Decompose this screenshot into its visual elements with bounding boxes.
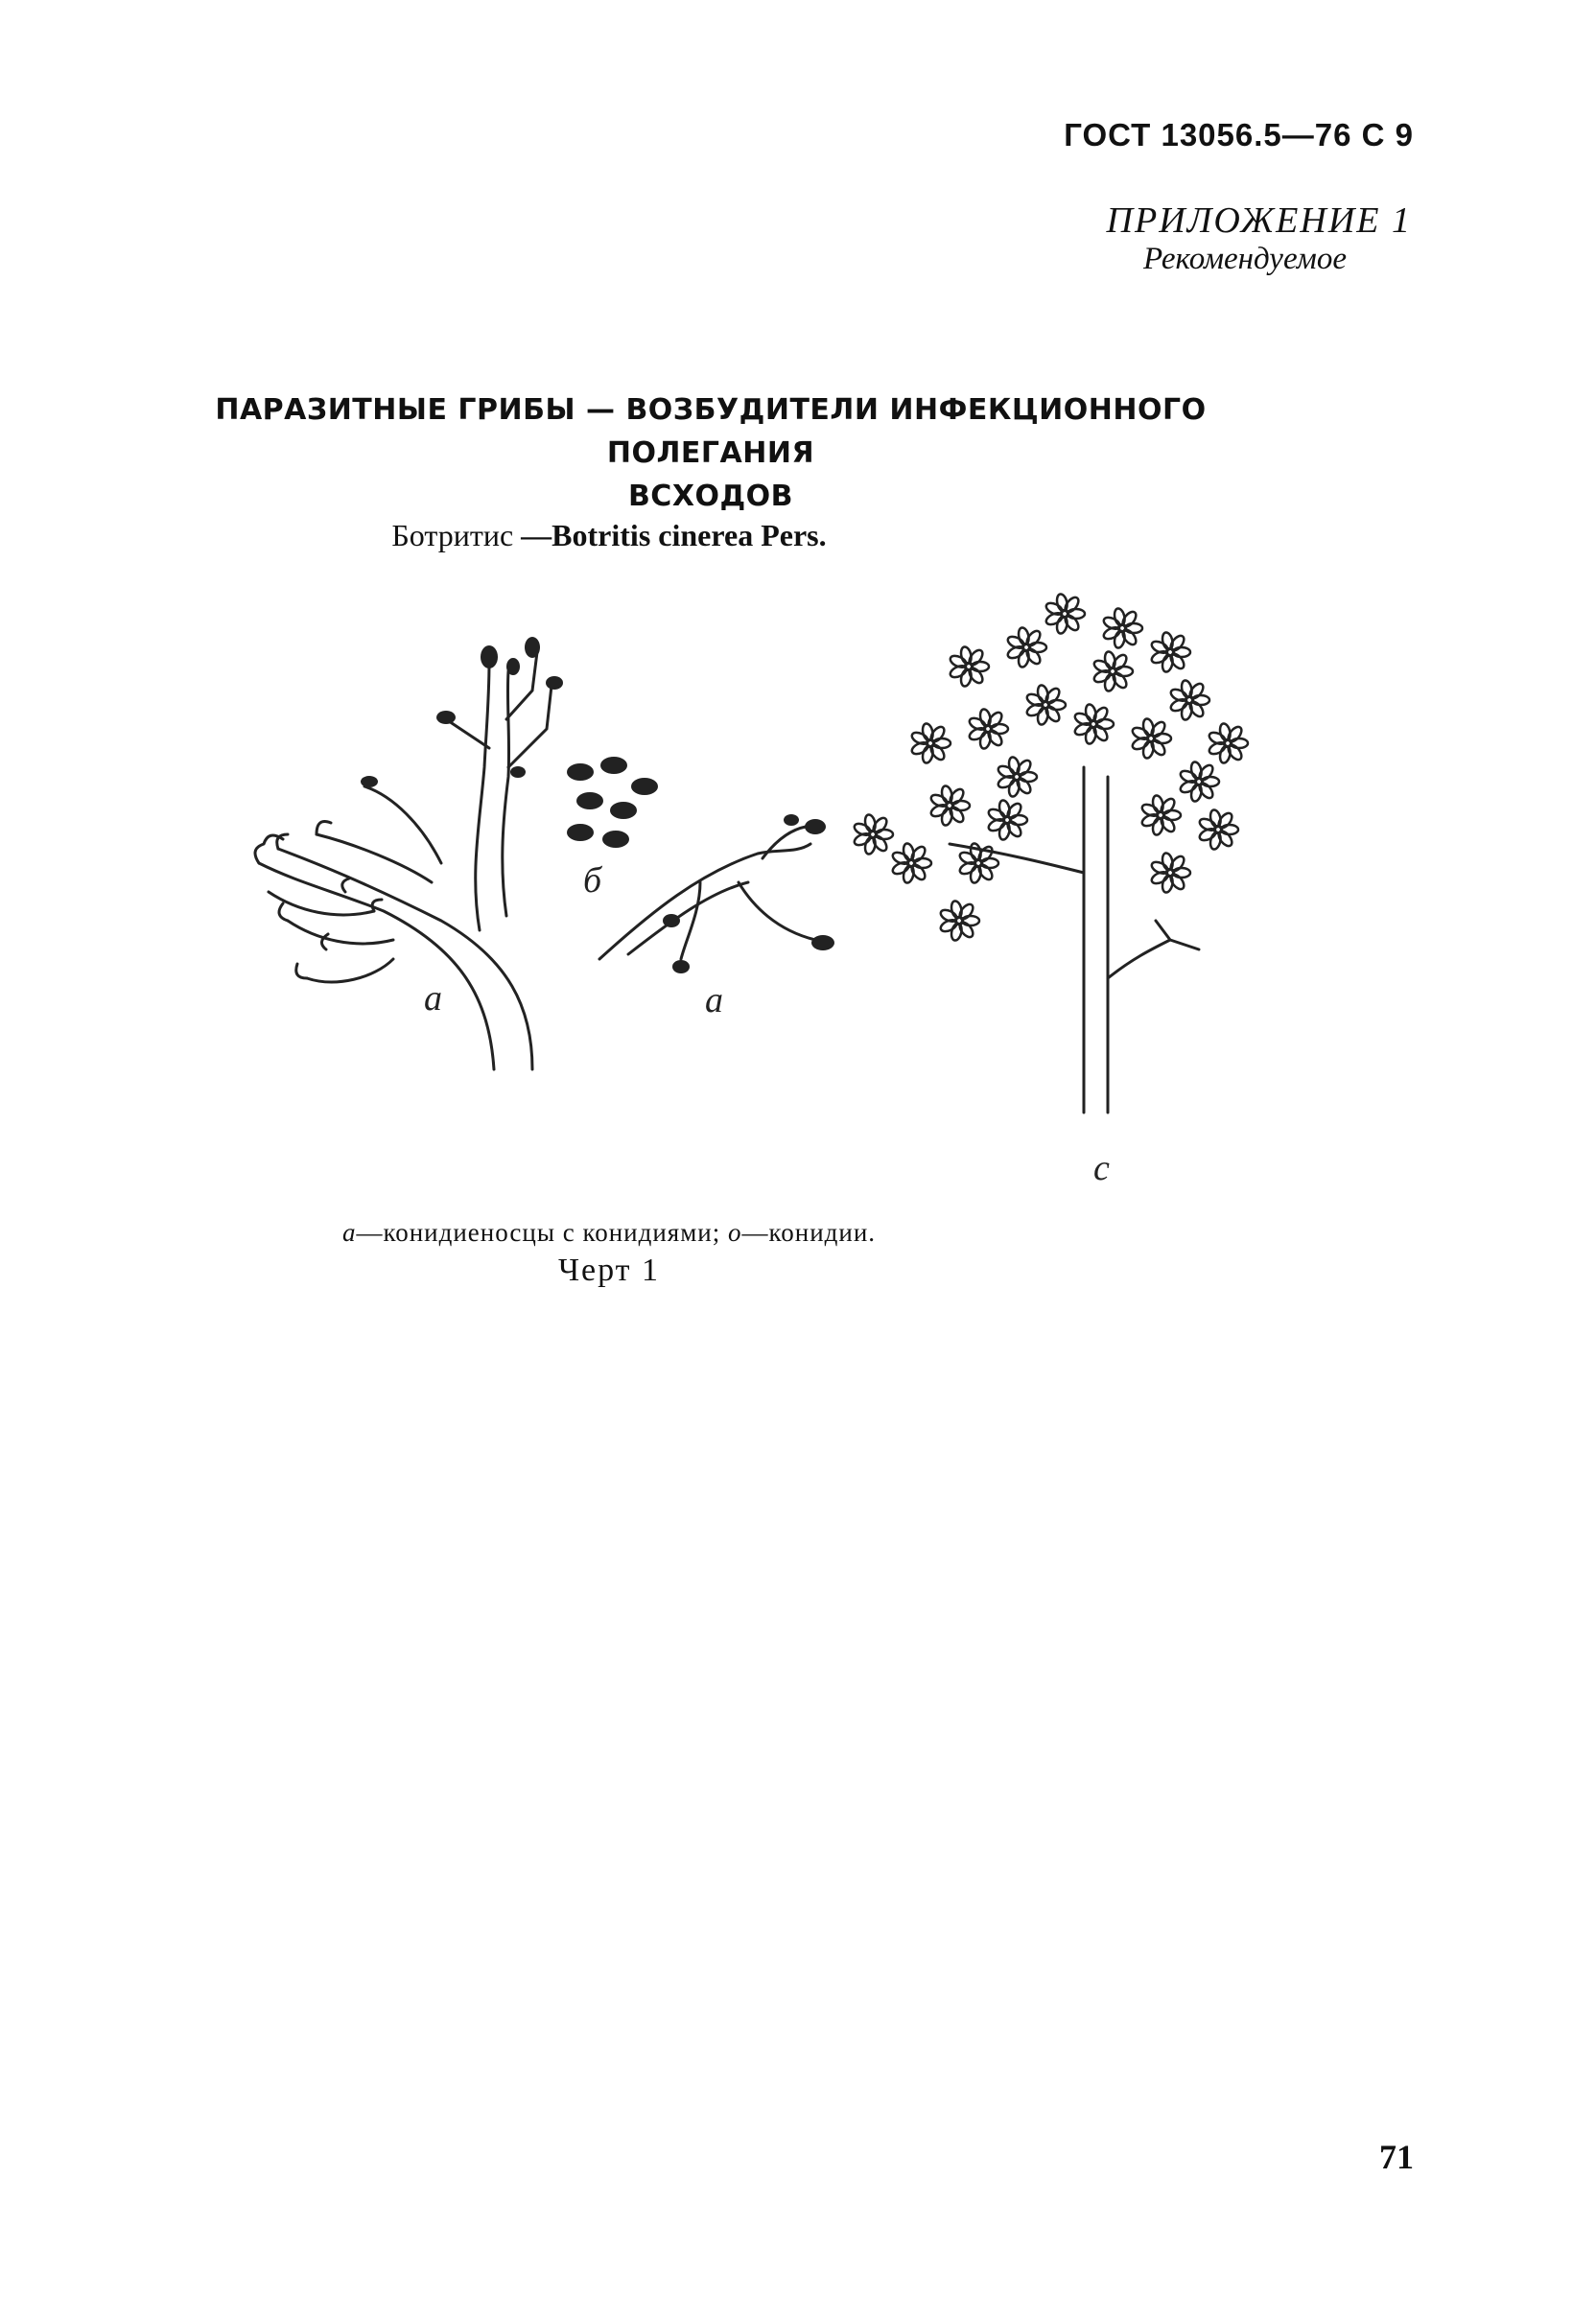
rosette-center — [927, 739, 934, 747]
illustration-drawing — [201, 575, 1295, 1208]
rosette-center — [907, 859, 915, 867]
label-a-left: а — [424, 978, 442, 1019]
rosette-center — [1022, 644, 1030, 651]
rosette-center — [1157, 811, 1164, 819]
rosette-center — [1118, 624, 1126, 632]
rosette-center — [1214, 826, 1222, 833]
rosette-petal — [1048, 700, 1066, 710]
rosette-center — [1013, 773, 1021, 781]
rosette-center — [965, 663, 973, 670]
figure-caption — [0, 1218, 1218, 1248]
rosette-center — [1003, 816, 1011, 824]
rosette-center — [1166, 869, 1174, 877]
rosette-center — [955, 917, 963, 925]
rosette-center — [1147, 735, 1155, 742]
rosette-center — [1090, 720, 1097, 728]
appendix-status: Рекомендуемое — [1142, 242, 1347, 276]
rosette-center — [946, 802, 953, 809]
label-c: с — [1093, 1148, 1110, 1188]
rosette-petal — [1068, 609, 1085, 619]
rosette-petal — [933, 738, 951, 748]
caption-letter-a: а — [341, 1218, 357, 1247]
rosette-petal — [1163, 810, 1181, 820]
rosette-petal — [991, 724, 1008, 734]
conidia-cluster-drawing — [567, 757, 658, 848]
figure-number: Черт 1 — [557, 1253, 661, 1288]
rosette-center — [1195, 778, 1203, 785]
rosette-center — [1061, 610, 1068, 618]
rosette-petal — [981, 858, 998, 868]
rosettes-right-drawing — [853, 593, 1248, 941]
rosette-center — [984, 725, 992, 733]
rosette-petal — [1010, 815, 1027, 825]
page-number: 71 — [1379, 2138, 1414, 2176]
section-title-line-1: ПАРАЗИТНЫЕ ГРИБЫ — ВОЗБУДИТЕЛИ ИНФЕКЦИОННОГО ПОЛЕГАНИЯ — [215, 393, 1207, 470]
caption-letter-b: о — [728, 1218, 742, 1247]
rosette-petal — [1231, 738, 1248, 748]
section-title — [130, 388, 1291, 518]
species-name — [0, 518, 1218, 553]
branch-tufts-left-drawing — [255, 822, 382, 979]
rosette-petal — [1029, 643, 1046, 652]
rosette-petal — [1020, 772, 1037, 782]
rosette-petal — [1173, 647, 1190, 657]
rosette-petal — [914, 858, 931, 868]
label-a-middle: а — [705, 980, 723, 1020]
rosette-petal — [1173, 868, 1190, 878]
rosette-center — [1185, 696, 1193, 704]
rosette-petal — [876, 830, 893, 839]
rosette-petal — [1221, 825, 1238, 834]
conidia-left-drawing — [361, 637, 563, 787]
section-title-line-2: ВСХОДОВ — [627, 480, 794, 513]
conidiophore-middle-drawing — [599, 827, 815, 959]
label-b: б — [583, 860, 602, 901]
rosette-center — [1166, 648, 1174, 656]
species-name-russian: Ботритис — [391, 518, 514, 552]
rosette-petal — [1125, 623, 1142, 633]
rosette-center — [1224, 739, 1232, 747]
botrytis-illustration — [201, 575, 1295, 1213]
rosette-center — [869, 831, 877, 838]
rosette-petal — [1154, 734, 1171, 743]
rosette-petal — [972, 662, 989, 671]
caption-text-a: —конидиеносцы с конидиями; — [356, 1218, 728, 1247]
rosette-center — [1109, 668, 1116, 675]
species-name-latin: —Botritis cinerea Pers. — [521, 518, 827, 552]
conidiophore-left-drawing — [259, 652, 552, 1069]
appendix-heading: ПРИЛОЖЕНИЕ 1 — [1106, 200, 1412, 241]
rosette-petal — [1115, 667, 1133, 676]
rosette-petal — [1096, 719, 1114, 729]
caption-text-b: —конидии. — [741, 1218, 877, 1247]
rosette-petal — [952, 801, 970, 810]
rosette-center — [1042, 701, 1049, 709]
rosette-center — [974, 859, 982, 867]
conidia-middle-drawing — [663, 814, 834, 973]
rosette-petal — [1192, 695, 1209, 705]
document-code: ГОСТ 13056.5—76 С 9 — [1064, 117, 1414, 152]
rosette-petal — [962, 916, 979, 925]
rosette-petal — [1202, 777, 1219, 786]
